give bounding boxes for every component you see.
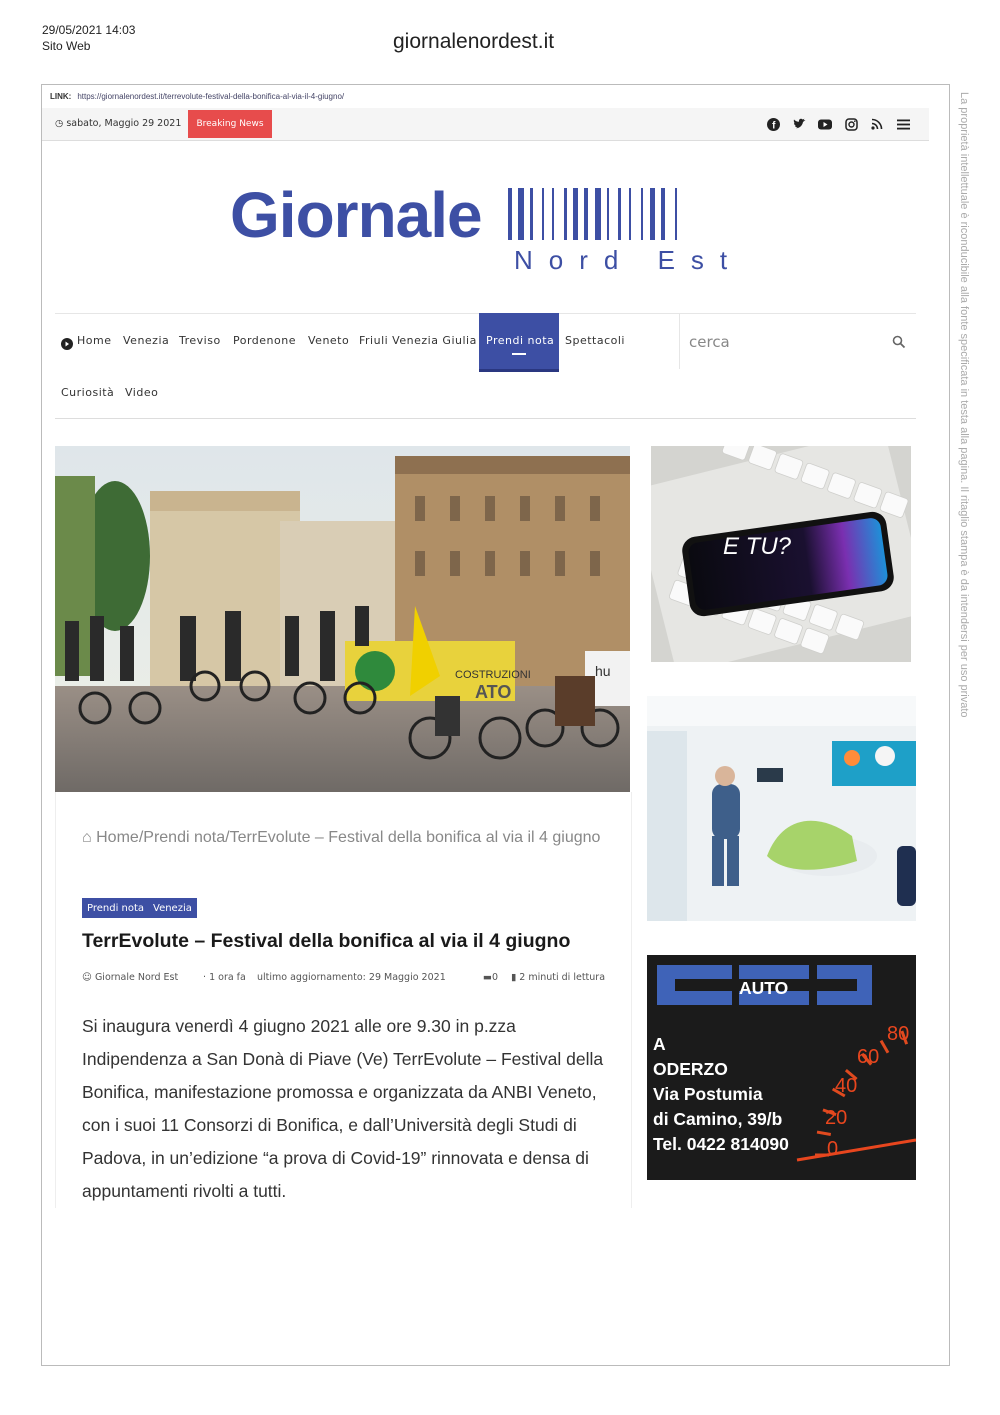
hero-banner-text-3: hu [595, 663, 611, 679]
breadcrumb-separator: / [138, 829, 144, 846]
hero-banner-text: COSTRUZIONI [455, 669, 531, 681]
bookmark-icon: ▮ [511, 972, 517, 983]
article-body: Si inaugura venerdì 4 giugno 2021 alle ore 9.30 in p.zza Indipendenza a San Donà di Piave (Ve) TerrEvolute – Festival della Bonifica, manifestazione promossa e organizzata da ANBI Veneto, con i suoi 11 Consorzi di Bonifica, e dall’Università degli Studi di Padova, in un’edizione “a prova di Covid-19” rinnovata e densa di appuntamenti rivolti a tutti. [82, 1016, 604, 1201]
twitter-icon[interactable] [791, 116, 807, 132]
breadcrumb-current: TerrEvolute – Festival della bonifica al via il 4 giugno [229, 829, 601, 846]
time-text: 1 ora fa [209, 972, 246, 983]
ad-auto-oderzo[interactable] [647, 955, 916, 1180]
article-comments[interactable] [483, 972, 498, 983]
article-reading-time [511, 972, 605, 983]
nav-prendi-nota-label: Prendi nota [486, 334, 555, 347]
clock-icon: · [203, 972, 207, 983]
link-url[interactable]: https://giornalenordest.it/terrevolute-festival-della-bonifica-al-via-il-4-giugno/ [77, 92, 345, 101]
ad-auto-line-5: Tel. 0422 814090 [653, 1134, 789, 1154]
ad-phone-keyboard[interactable] [651, 446, 911, 662]
date-text: sabato, Maggio 29 2021 [66, 118, 182, 129]
link-line [50, 92, 344, 101]
top-date [55, 118, 181, 129]
site-logo[interactable]: Giornale [230, 179, 482, 251]
ad-dental-clinic[interactable] [647, 696, 916, 921]
gauge-label-40: 40 [835, 1075, 858, 1097]
nav-friuli-venezia-giulia[interactable]: Friuli Venezia Giulia [359, 334, 477, 347]
comments-count: 0 [491, 972, 499, 983]
tag-venezia[interactable]: Venezia [148, 898, 197, 918]
breadcrumb [82, 822, 612, 853]
nav-home[interactable]: Home [77, 334, 112, 347]
ad-auto-line-3: Via Postumia [653, 1084, 763, 1104]
gauge-label-80: 80 [887, 1023, 910, 1045]
ad-auto-line-2: ODERZO [653, 1059, 728, 1079]
youtube-icon[interactable] [817, 116, 833, 132]
nav-venezia[interactable]: Venezia [123, 334, 170, 347]
breadcrumb-section[interactable]: Prendi nota [143, 829, 226, 846]
search-icon[interactable] [892, 334, 906, 348]
facebook-icon[interactable] [765, 116, 781, 132]
link-label: LINK: [50, 92, 72, 101]
nav-spettacoli[interactable]: Spettacoli [565, 334, 625, 347]
hero-banner-text-2: ATO [475, 682, 512, 702]
breadcrumb-separator: / [225, 829, 230, 846]
tag-prendi-nota[interactable]: Prendi nota [82, 898, 149, 918]
author-name: Giornale Nord Est [94, 972, 179, 983]
gauge-label-60: 60 [857, 1046, 880, 1068]
svg-text:f: f [771, 120, 775, 131]
article-updated: ultimo aggiornamento: 29 Maggio 2021 [257, 972, 446, 983]
article-hero-image [55, 446, 630, 792]
print-header [42, 22, 135, 54]
user-icon: ☺ [82, 972, 92, 983]
breadcrumb-home-icon: ⌂ [82, 829, 92, 846]
print-datetime: 29/05/2021 14:03 [42, 23, 136, 37]
copyright-side-note: La proprietà intellettuale è riconducibile alla fonte specificata in testa alla pagina. Il ritaglio stampa è da intendersi per uso privato [958, 92, 970, 718]
nav-pordenone[interactable]: Pordenone [233, 334, 296, 347]
logo-barcode [508, 188, 762, 240]
menu-icon[interactable] [895, 116, 911, 132]
gauge-label-0: 0 [827, 1138, 839, 1160]
nav-curiosita[interactable]: Curiosità [61, 386, 115, 399]
ad-phone-text: E TU? [723, 533, 792, 560]
nav-video[interactable]: Video [125, 386, 159, 399]
article-time [203, 972, 246, 983]
nav-bottom-rule [55, 418, 916, 419]
article-author[interactable] [82, 972, 178, 983]
nav-prendi-nota[interactable] [479, 313, 559, 372]
search-input[interactable]: cerca [689, 333, 730, 351]
logo-subtitle: Nord Est [514, 245, 744, 275]
site-domain: giornalenordest.it [393, 30, 555, 53]
nav-veneto[interactable]: Veneto [308, 334, 350, 347]
ad-auto-line-1: A [653, 1034, 666, 1054]
breaking-news-button[interactable]: Breaking News [188, 110, 272, 138]
nav-treviso[interactable]: Treviso [179, 334, 221, 347]
ad-auto-brand: AUTO [739, 978, 789, 998]
print-source-type: Sito Web [42, 39, 91, 53]
rss-icon[interactable] [869, 116, 885, 132]
reading-time-text: 2 minuti di lettura [519, 972, 606, 983]
ad-auto-line-4: di Camino, 39/b [653, 1109, 783, 1129]
home-icon[interactable] [61, 335, 73, 347]
breadcrumb-home[interactable]: Home [96, 829, 139, 846]
clock-icon: ◷ [55, 118, 64, 129]
instagram-icon[interactable] [843, 116, 859, 132]
article-title: TerrEvolute – Festival della bonifica al via il 4 giugno [82, 930, 571, 952]
gauge-label-20: 20 [825, 1107, 848, 1129]
comments-icon: ▬ [483, 972, 492, 983]
